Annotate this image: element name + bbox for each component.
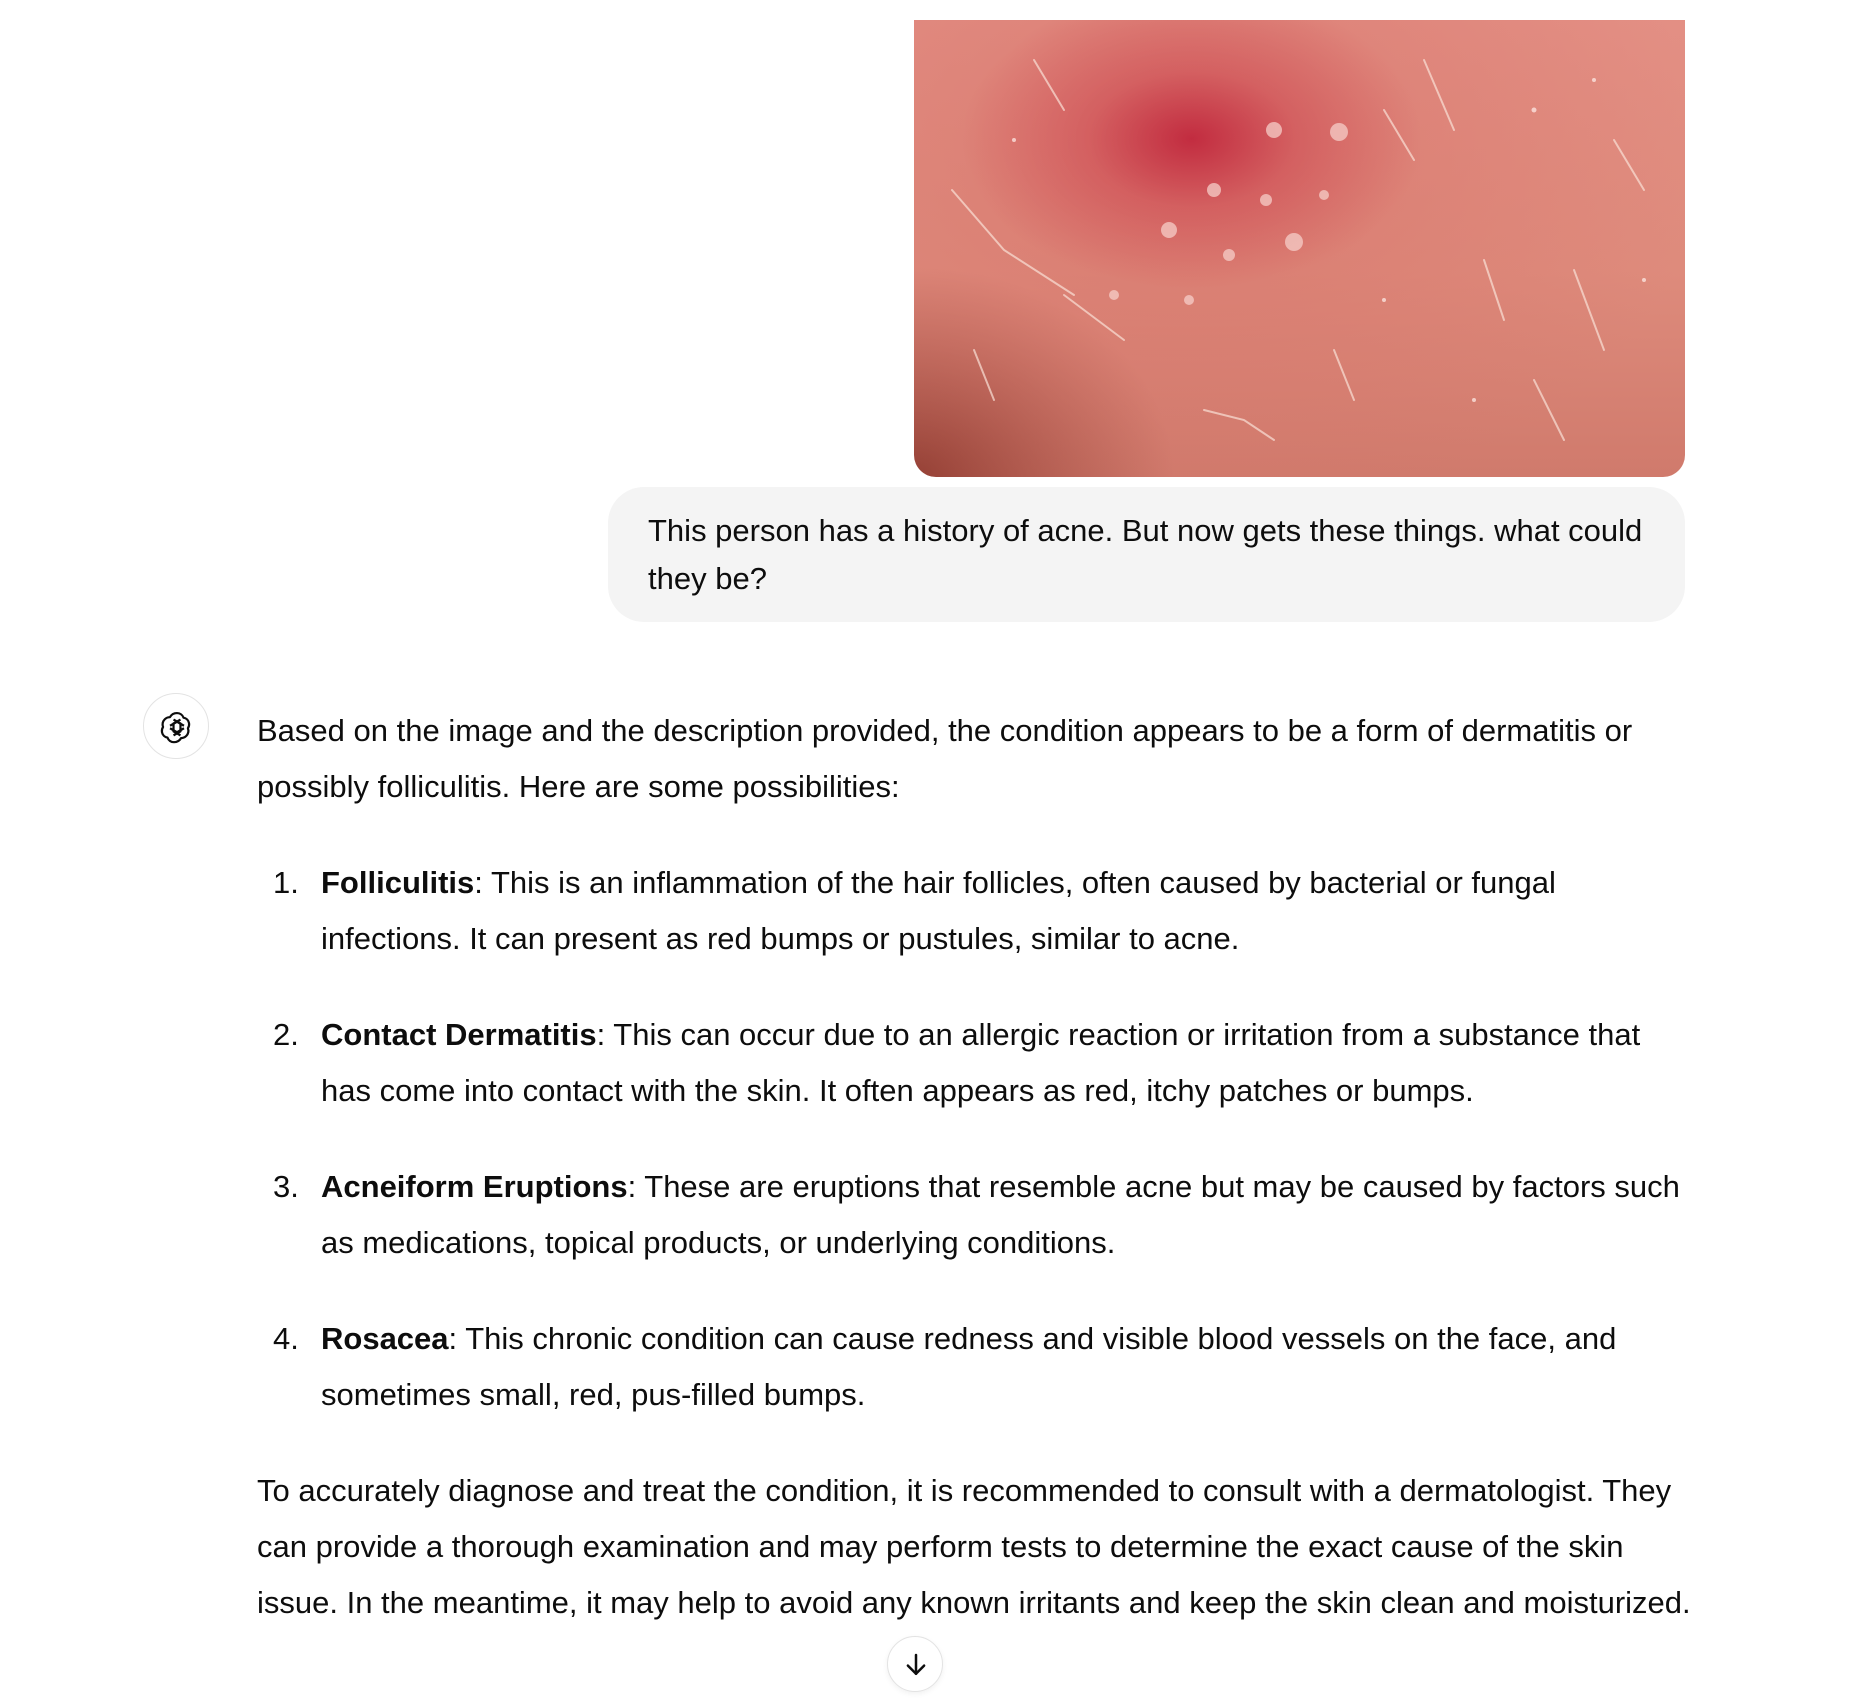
list-item-number: 4. — [273, 1321, 299, 1356]
list-item-number: 2. — [273, 1017, 299, 1052]
user-message-text: This person has a history of acne. But now gets these things. what could they be? — [648, 513, 1643, 596]
possibilities-list — [257, 855, 1693, 1423]
list-item-description: : This is an inflammation of the hair follicles, often caused by bacterial or fungal infections. It can present as red bumps or pustules, similar to acne. — [321, 865, 1556, 956]
list-item-term: Acneiform Eruptions — [321, 1169, 628, 1204]
assistant-message — [257, 703, 1693, 1631]
assistant-avatar — [143, 693, 209, 759]
openai-logo-icon — [158, 708, 196, 746]
list-item-description: : These are eruptions that resemble acne but may be caused by factors such as medications, topical products, or underlying conditions. — [321, 1169, 1680, 1260]
uploaded-skin-image[interactable] — [914, 20, 1685, 477]
arrow-down-icon — [901, 1650, 931, 1680]
list-item-number: 1. — [273, 865, 299, 900]
list-item — [257, 1311, 1693, 1423]
list-item-term: Contact Dermatitis — [321, 1017, 597, 1052]
assistant-conclusion: To accurately diagnose and treat the condition, it is recommended to consult with a dermatologist. They can provide a thorough examination and may perform tests to determine the exact cause of the skin issue. In the meantime, it may help to avoid any known irritants and keep the skin clean and moisturized. — [257, 1473, 1691, 1620]
list-item — [257, 855, 1693, 967]
list-item-number: 3. — [273, 1169, 299, 1204]
scroll-to-bottom-button[interactable] — [887, 1636, 943, 1692]
list-item — [257, 1159, 1693, 1271]
list-item-term: Rosacea — [321, 1321, 449, 1356]
list-item-term: Folliculitis — [321, 865, 475, 900]
user-message-bubble — [608, 487, 1685, 622]
skin-texture — [914, 20, 1685, 477]
list-item-description: : This can occur due to an allergic reaction or irritation from a substance that has come into contact with the skin. It often appears as red, itchy patches or bumps. — [321, 1017, 1641, 1108]
assistant-intro: Based on the image and the description provided, the condition appears to be a form of dermatitis or possibly folliculitis. Here are some possibilities: — [257, 713, 1633, 804]
list-item-description: : This chronic condition can cause redness and visible blood vessels on the face, and sometimes small, red, pus-filled bumps. — [321, 1321, 1617, 1412]
list-item — [257, 1007, 1693, 1119]
